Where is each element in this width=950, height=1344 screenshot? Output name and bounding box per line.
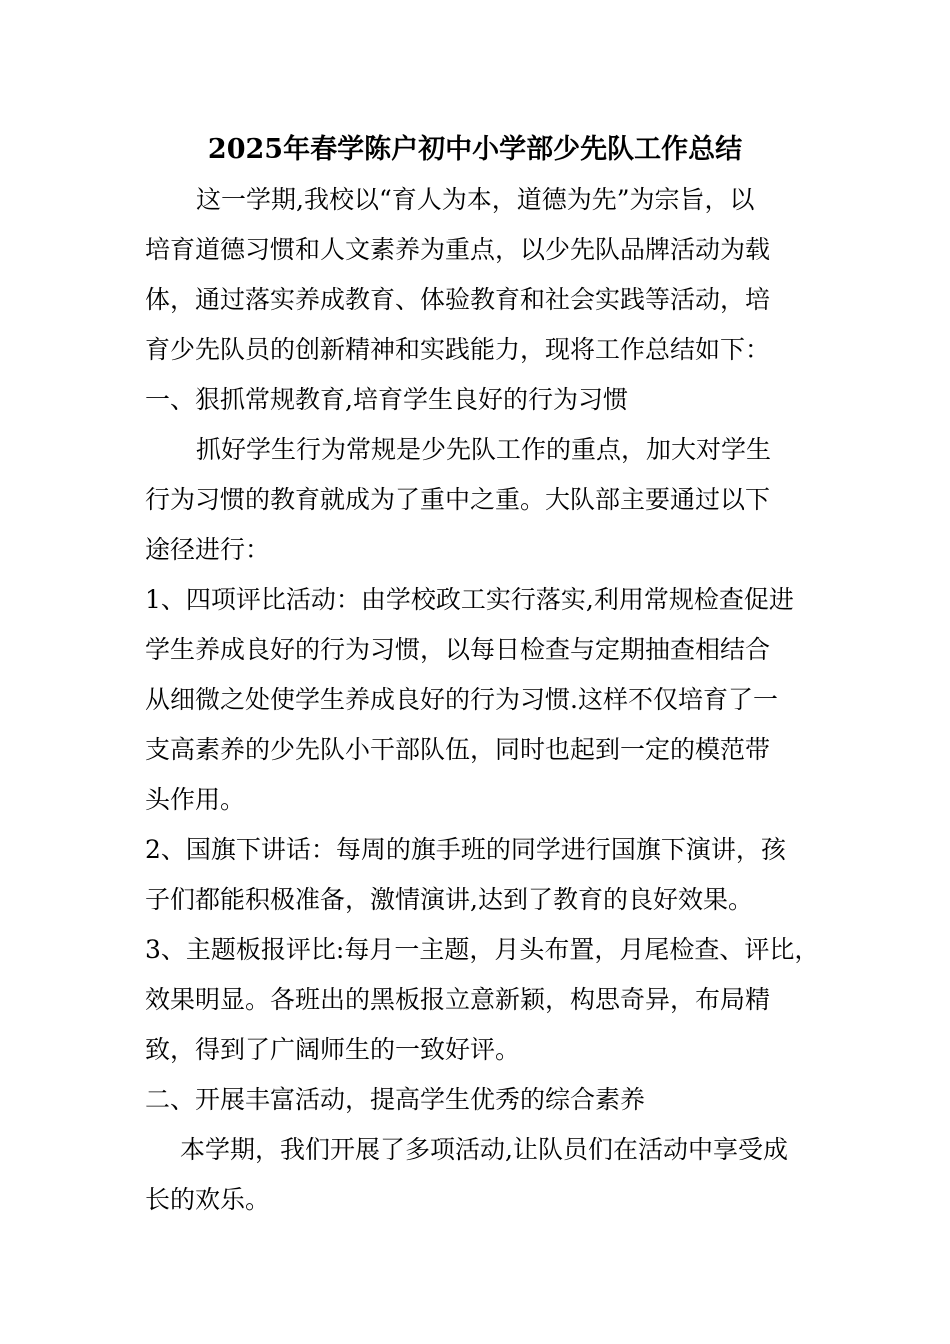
paragraph-line: 途径进行： <box>145 535 271 564</box>
list-item-line: 1、四项评比活动：由学校政工实行落实,利用常规检查促进 <box>145 585 794 614</box>
paragraph-line: 长的欢乐。 <box>145 1185 271 1214</box>
paragraph-line: 头作用。 <box>145 785 246 814</box>
document-title: 2025年春学陈户初中小学部少先队工作总结 <box>207 134 743 165</box>
section-heading: 一、狠抓常规教育,培育学生良好的行为习惯 <box>145 385 628 414</box>
list-item-line: 2、国旗下讲话：每周的旗手班的同学进行国旗下演讲，孩 <box>145 835 786 864</box>
paragraph-line: 这一学期,我校以“育人为本，道德为先”为宗旨，以 <box>196 185 755 214</box>
paragraph-line: 抓好学生行为常规是少先队工作的重点，加大对学生 <box>196 435 772 464</box>
section-heading: 二、开展丰富活动，提高学生优秀的综合素养 <box>145 1085 646 1114</box>
paragraph-line: 从细微之处使学生养成良好的行为习惯.这样不仅培育了一 <box>145 685 778 714</box>
paragraph-line: 支高素养的少先队小干部队伍，同时也起到一定的模范带 <box>145 735 771 764</box>
paragraph-line: 子们都能积极准备，激情演讲,达到了教育的良好效果。 <box>145 885 753 914</box>
paragraph-line: 本学期，我们开展了多项活动,让队员们在活动中享受成 <box>180 1135 788 1164</box>
list-item-line: 3、主题板报评比:每月一主题，月头布置，月尾检查、评比， <box>145 935 820 964</box>
paragraph-line: 育少先队员的创新精神和实践能力，现将工作总结如下： <box>145 335 771 364</box>
paragraph-line: 学生养成良好的行为习惯，以每日检查与定期抽查相结合 <box>145 635 771 664</box>
paragraph-line: 效果明显。各班出的黑板报立意新颖，构思奇异，布局精 <box>145 985 771 1014</box>
paragraph-line: 致，得到了广阔师生的一致好评。 <box>145 1035 521 1064</box>
paragraph-line: 培育道德习惯和人文素养为重点，以少先队品牌活动为载 <box>145 235 771 264</box>
paragraph-line: 体，通过落实养成教育、体验教育和社会实践等活动，培 <box>145 285 771 314</box>
paragraph-line: 行为习惯的教育就成为了重中之重。大队部主要通过以下 <box>145 485 771 514</box>
